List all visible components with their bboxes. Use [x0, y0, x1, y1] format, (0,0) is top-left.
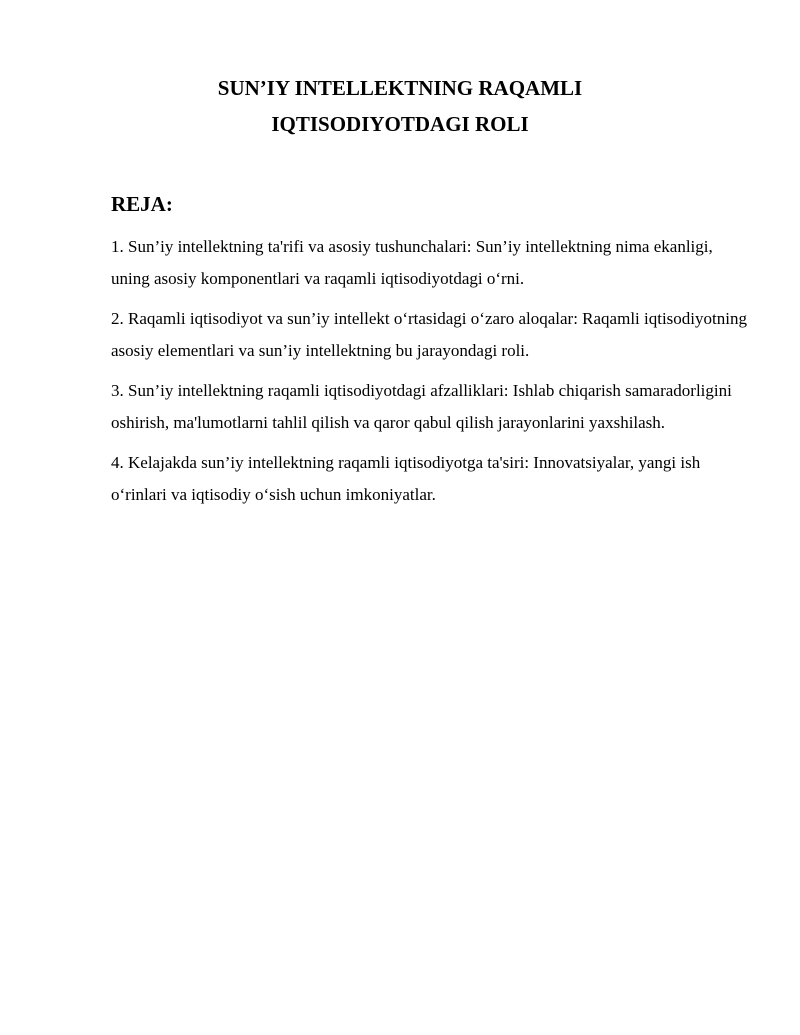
plan-heading: REJA: [111, 192, 173, 216]
plan-item-3: 3. Sun’iy intellektning raqamli iqtisodiyotdagi afzalliklari: Ishlab chiqarish samaradorligini oshirish, ma'lumotlarni tahlil qilish va qaror qabul qilish jarayonlarini yaxshilash. [111, 381, 732, 432]
document-title [0, 0, 800, 142]
title-line-2: IQTISODIYOTDAGI ROLI [271, 112, 529, 136]
plan-list [111, 231, 750, 510]
title-line-1: SUN’IY INTELLEKTNING RAQAMLI [217, 76, 583, 100]
plan-item-4: 4. Kelajakda sun’iy intellektning raqamli iqtisodiyotga ta'siri: Innovatsiyalar, yangi ish o‘rinlari va iqtisodiy o‘sish uchun imkoniyatlar. [111, 453, 701, 504]
plan-item-1: 1. Sun’iy intellektning ta'rifi va asosiy tushunchalari: Sun’iy intellektning nima ekanligi, uning asosiy komponentlari va raqamli iqtisodiyotdagi o‘rni. [111, 237, 713, 288]
plan-item-2: 2. Raqamli iqtisodiyot va sun’iy intellekt o‘rtasidagi o‘zaro aloqalar: Raqamli iqtisodiyotning asosiy elementlari va sun’iy intellektning bu jarayondagi roli. [111, 309, 747, 360]
